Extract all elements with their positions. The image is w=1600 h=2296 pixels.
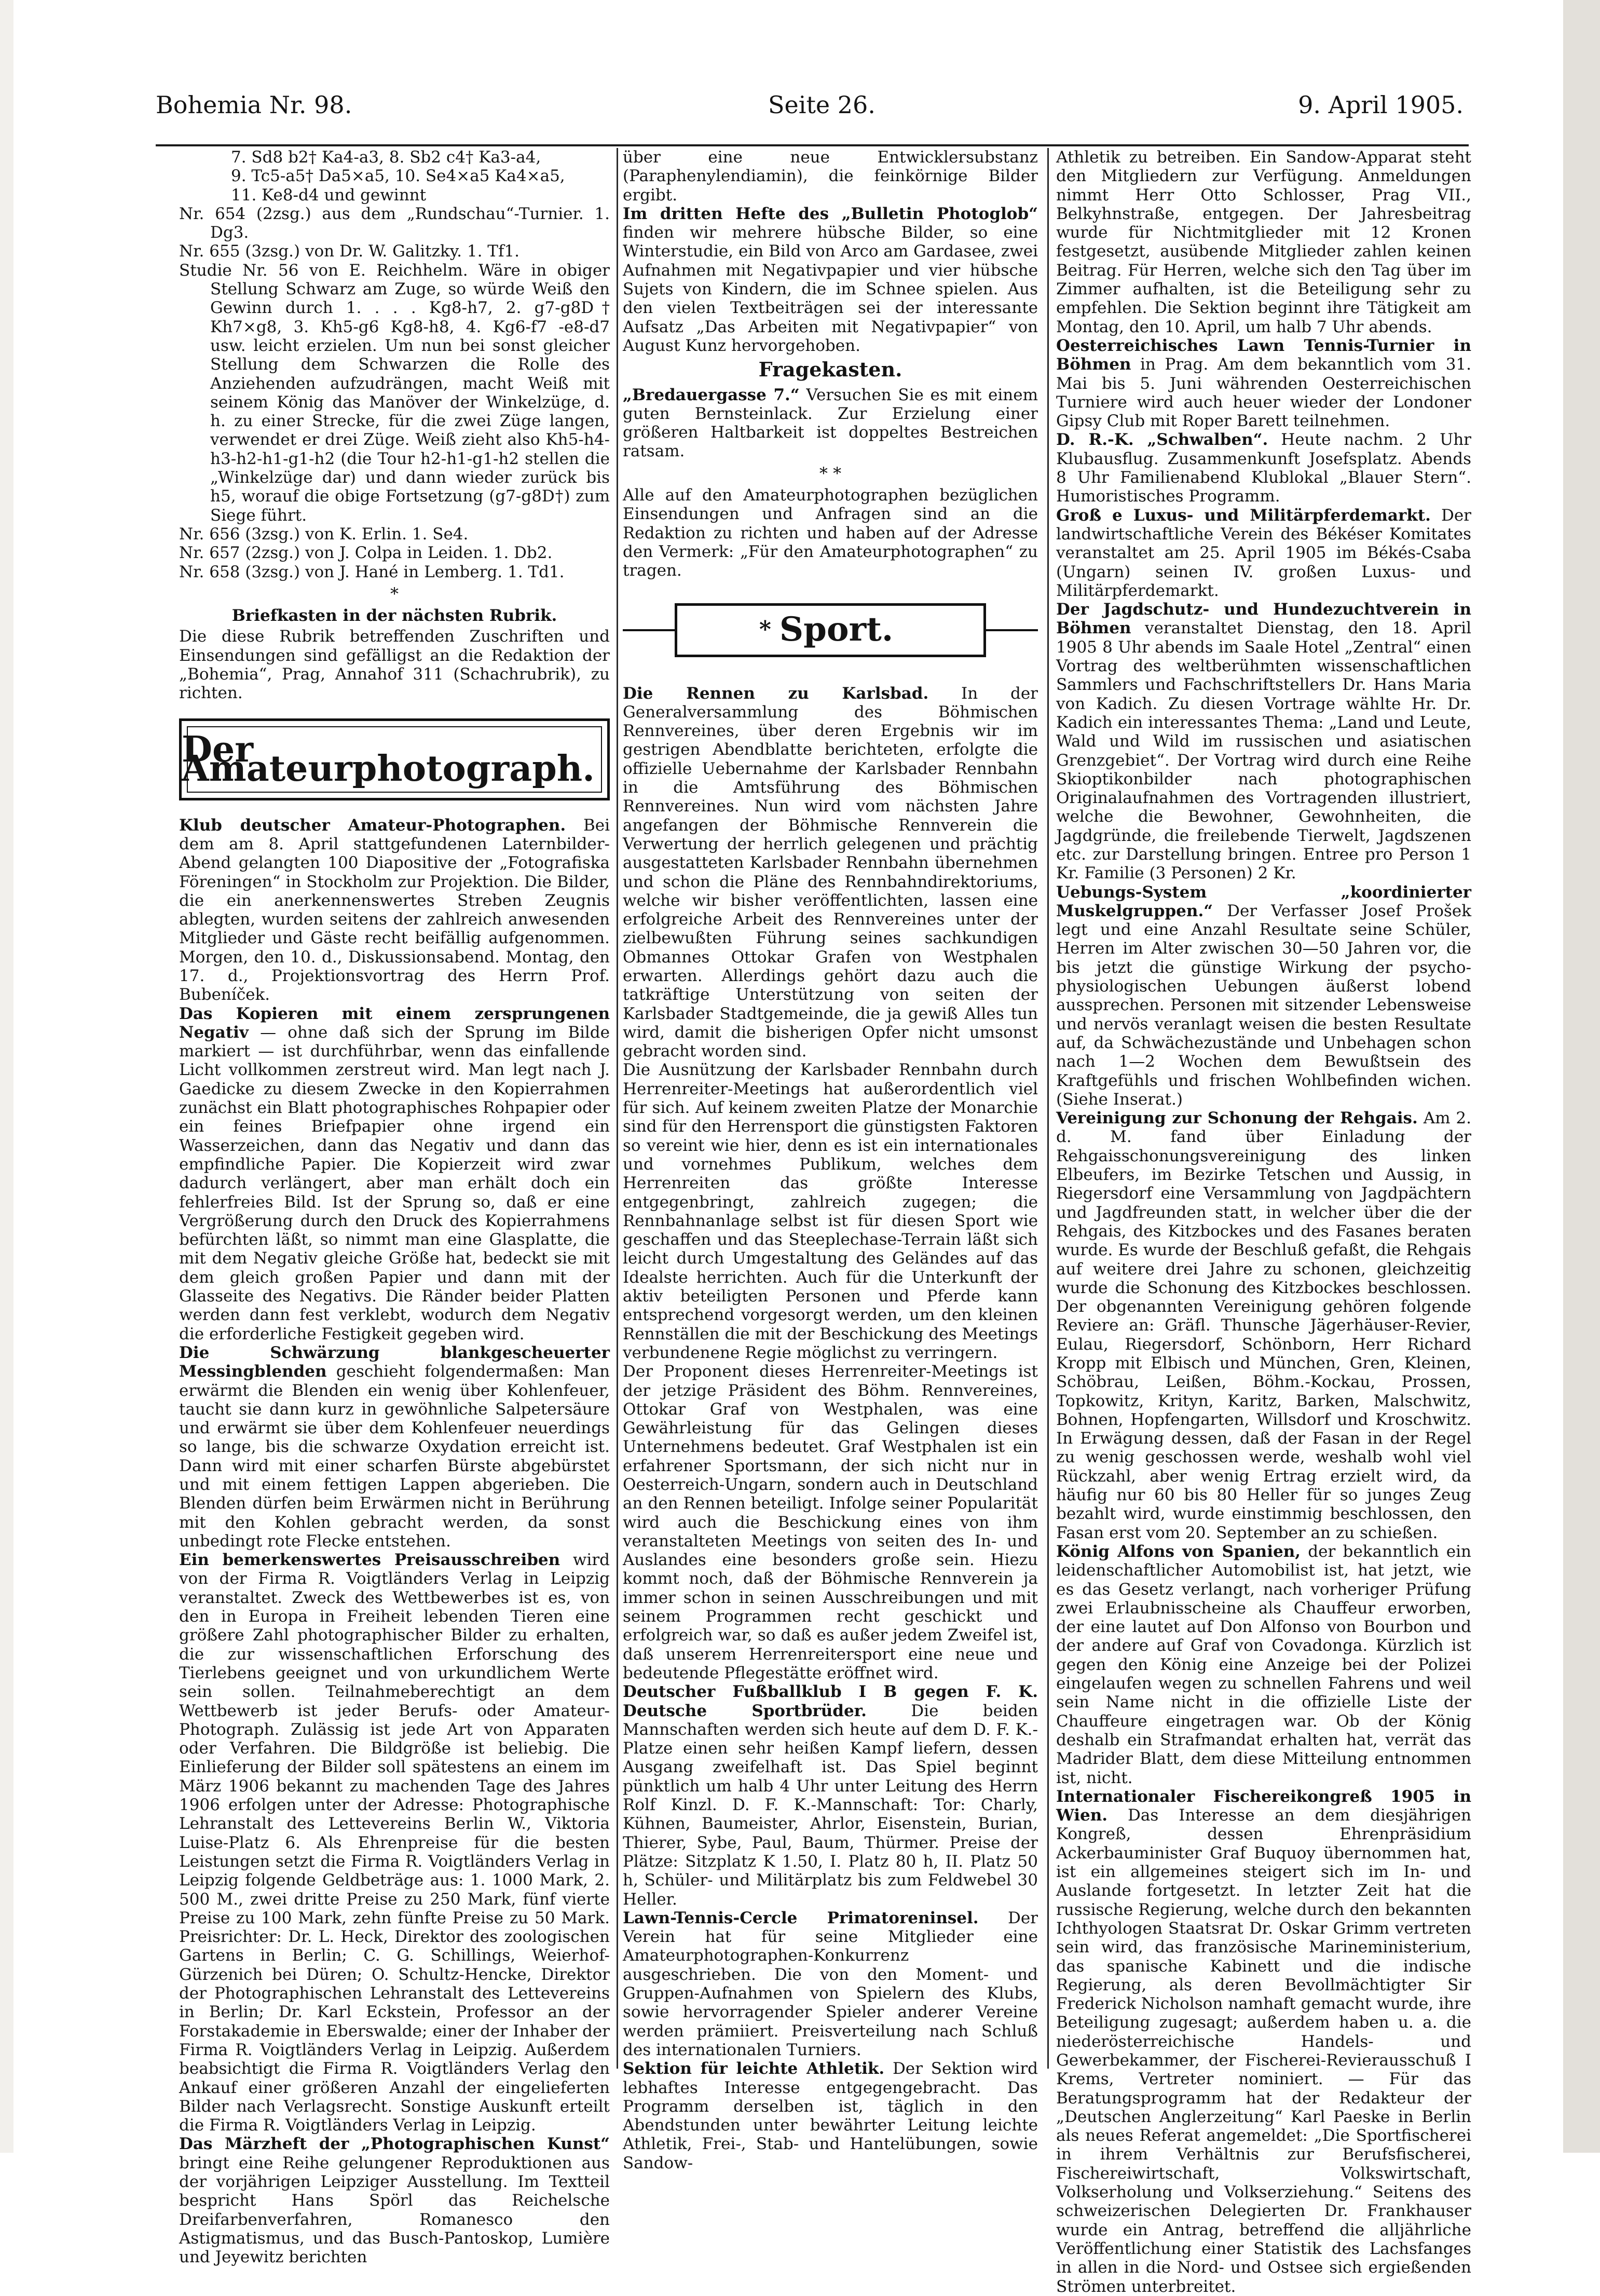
section-banner-amateurphotograph bbox=[179, 718, 610, 800]
banner-ornament-left bbox=[623, 629, 675, 631]
article-heading: „Bredauergasse 7.“ bbox=[623, 385, 800, 404]
article-heading: Die Schwärzung blankgescheuerter Messingblenden bbox=[179, 1343, 610, 1381]
chess-solution-lines bbox=[179, 148, 610, 205]
article-paragraph bbox=[179, 1551, 610, 2135]
article-paragraph bbox=[623, 386, 1038, 461]
article-paragraph bbox=[1056, 1542, 1471, 1787]
article-paragraph bbox=[1056, 1109, 1471, 1542]
chess-line: 9. Tc5-a5† Da5×a5, 10. Se4×a5 Ka4×a5, bbox=[231, 167, 565, 186]
chess-entry: Nr. 658 (3zsg.) von J. Hané in Lemberg. 1. Td1. bbox=[179, 562, 565, 581]
article-heading: Groß e Luxus- und Militärpferdemarkt. bbox=[1056, 506, 1431, 525]
article-paragraph bbox=[623, 684, 1038, 1061]
article-heading: König Alfons von Spanien, bbox=[1056, 1542, 1301, 1561]
article-heading: Vereinigung zur Schonung der Rehgais. bbox=[1056, 1109, 1418, 1128]
article-paragraph bbox=[1056, 430, 1471, 506]
article-paragraph bbox=[179, 1343, 610, 1551]
article-text: — ohne daß sich der Sprung im Bilde markiert — ist durchführbar, wenn das einfallende Licht vollkommen zerstreut wird. Man legt nach J. Gaedicke zu diesem Zwecke in den Kopierrahmen zunächst ein Blatt photographisches Rohpapier oder ein feines Briefpapier ohne irgend ein Wasserzeichen, dann das Negativ und dann das empfindliche Papier. Die Kopierzeit wird zwar dadurch verlängert, aber man erhält doch ein fehlerfreies Bild. Ist der Sprung so, daß er eine Vergrößerung durch den Druck des Kopierrahmens befürchten läßt, so nimmt man eine Glasplatte, die mit dem Negativ gleiche Größe hat, bedeckt sie mit dem gleich großen Papier und dann mit der Glasseite des Negativs. Die Ränder beider Platten werden dann fest verklebt, wodurch dem Negativ die erforderliche Festigkeit gegeben wird. bbox=[179, 1023, 610, 1343]
amateur-notice: Alle auf den Amateurphotographen bezüglichen Einsendungen und Anfragen sind an die Redaktion zu richten und haben auf der Adresse den Vermerk: „Für den Amateurphotographen“ zu tragen. bbox=[623, 486, 1038, 580]
chess-entry: Studie Nr. 56 von E. Reichhelm. Wäre in obiger Stellung Schwarz am Zuge, so würde Weiß den Gewinn durch 1. . . . Kg8-h7, 2. g7-g8D† Kh7×g8, 3. Kh5-g6 Kg8-h8, 4. Kg6-f7 -e8-d7 usw. leicht erzielen. Um nun bei sonst gleicher Stellung dem Schwarzen die Rolle des Anziehenden aufzudrängen, macht Weiß mit seinem König das Manöver der Winkelzüge, d. h. zu einer Strecke, für die zwei Züge langen, verwendet er drei Züge. Weiß zieht also Kh5-h4-h3-h2-h1-g1-h2 (die Tour h2-h1-g1-h2 stellen die „Winkelzüge dar) und dann wieder zurück bis h5, worauf die obige Fortsetzung (g7-g8D†) zum Siege führt. bbox=[179, 261, 610, 525]
column-3 bbox=[1056, 148, 1472, 2296]
article-paragraph bbox=[1056, 1787, 1471, 2296]
article-text: finden wir mehrere hübsche Bilder, so eine Winterstudie, ein Bild von Arco am Gardasee, zwei Aufnahmen mit Negativpapier und vier hübsche Sujets von Kindern, die im Schnee spielen. Aus den vielen Textbeiträgen sei der interessante Aufsatz „Das Arbeiten mit Negativpapier“ von August Kunz hervorgehoben. bbox=[623, 223, 1038, 355]
sport-star-icon: * bbox=[759, 616, 771, 643]
article-text: Heute nachm. 2 Uhr Klubausflug. Zusammenkunft Josefsplatz. Abends 8 Uhr Familienabend Klublokal „Blauer Stern“. Humoristisches Programm. bbox=[1056, 430, 1472, 506]
article-paragraph bbox=[179, 2135, 610, 2266]
article-paragraph bbox=[623, 1362, 1038, 1682]
chess-line: 11. Ke8-d4 und gewinnt bbox=[231, 185, 427, 205]
article-paragraph bbox=[179, 816, 610, 1004]
article-paragraph bbox=[1056, 883, 1471, 1109]
article-paragraph bbox=[1056, 506, 1471, 600]
article-heading: Der Jagdschutz- und Hundezuchtverein in Böhmen bbox=[1056, 600, 1471, 638]
article-text: Der Sektion wird lebhaftes Interesse entgegengebracht. Das Programm derselben ist, täglich in den Abendstunden unter bewährter Leitung leichte Athletik, Frei-, Stab- und Hantelübungen, sowie Sandow- bbox=[623, 2059, 1038, 2172]
article-paragraph bbox=[623, 1682, 1038, 1909]
separator-stars: * * bbox=[819, 463, 842, 483]
article-text: geschieht folgendermaßen: Man erwärmt die Blenden ein wenig über Kohlenfeuer, taucht sie dann kurz in gewöhnliche Salpetersäure und erwärmt sie über dem Kohlenfeuer neuerdings so lange, bis die schwarze Oxydation erreicht ist. Dann wird mit einer scharfen Bürste abgebürstet und mit einem fettigen Lappen abgerieben. Die Blenden dürfen beim Erwärmen nicht in Berührung mit den Kohlen gebracht werden, da sonst unbedingt rote Flecke entstehen. bbox=[179, 1362, 610, 1551]
article-paragraph bbox=[623, 1061, 1038, 1362]
article-text: Am 2. d. M. fand über Einladung der Rehgaisschonungsvereinigung des linken Elbeufers, im Bezirke Tetschen und Aussig, in Riegersdorf eine Versammlung von Jagdpächtern und Jagdfreunden statt, in welcher über die der Rehgais, des Kitzbockes und des Fasanes beraten wurde. Es wurde der Beschluß gefaßt, die Rehgais auf weitere drei Jahre zu schonen, gleichzeitig wurde die Schonung des Kitzbockes beschlossen. Der obgenannten Vereinigung gehören folgende Reviere an: Gräfl. Thunsche Jägerhäuser-Revier, Eulau, Riegersdorf, Schönborn, Herr Richard Kropp mit Elbisch und München, Gren, Kleinen, Schöbrau, Leißen, Böhm.-Kockau, Prossen, Topkowitz, Krityn, Karitz, Barken, Malschwitz, Bohnen, Hopfengarten, Willsdorf und Kroschwitz. In Erwägung dessen, daß der Fasan in der Regel zu wenig geschossen werde, weshalb wohl viel Rückzahl, aber wenig Ertrag erzielt wird, da häufig nur 60 bis 80 Heller für so junges Zeug bezahlt wird, wurde einstimmig beschlossen, den Fasan erst vom 20. September an zu schießen. bbox=[1056, 1109, 1471, 1542]
section-title: Sport. bbox=[771, 620, 901, 639]
article-text: Der Proponent dieses Herrenreiter-Meetings ist der jetzige Präsident des Böhm. Rennvereines, Ottokar Graf von Westphalen, was eine Gewährleistung für das Gelingen dieses Unternehmens bedeutet. Graf Westphalen ist ein erfahrener Sportsmann, der sich nicht nur in Oesterreich-Ungarn, sondern auch in Deutschland an den Rennen beteiligt. Infolge seiner Popularität wird auch die Beschickung eines von ihm veranstalteten Meetings von seiten des In- und Auslandes eine besonders große sein. Hiezu kommt noch, daß der Böhmische Rennverein ja immer schon in seinen Ausschreibungen und mit seinem Programmen recht geschickt und erfolgreich war, so daß es außer jedem Zweifel ist, daß unserem Herrenreitersport eine neue und bedeutende Pflegestätte eröffnet wird. bbox=[623, 1362, 1038, 1682]
header-issue: Bohemia Nr. 98. bbox=[156, 91, 352, 119]
column-1 bbox=[179, 148, 610, 2267]
briefkasten-heading: Briefkasten in der nächsten Rubrik. bbox=[231, 606, 557, 626]
article-heading: Im dritten Hefte des „Bulletin Photoglob“ bbox=[623, 204, 1038, 223]
article-text: Der Verfasser Josef Prošek legt und eine Anzahl Resultate seine Schüler, Herren im Alter zwischen 30—50 Jahren vor, die bis jetzt die günstige Wirkung der psycho-physiologischen Uebungen äußerst lobend aussprechen. Personen mit sitzender Lebensweise und nervös veranlagt weisen die besten Resultate auf, da Schwächezustände und Unbehagen schon nach 1—2 Wochen dem Bewußtsein des Kraftgefühls und frischen Wohlbefinden wichen. (Siehe Inserat.) bbox=[1056, 901, 1471, 1109]
article-paragraph bbox=[623, 205, 1038, 355]
article-text: bringt eine Reihe gelungener Reproduktionen aus der vorjährigen Leipziger Ausstellung. Im Textteil bespricht Hans Spörl das Reichelsche Dreifarbenverfahren, Romanesco den Astigmatismus, und das Busch-Pantoskop, Lumière und Jeyewitz berichten bbox=[179, 2153, 610, 2267]
article-heading: Oesterreichisches Lawn Tennis-Turnier in Böhmen bbox=[1056, 336, 1471, 374]
article-paragraph bbox=[623, 2059, 1038, 2172]
article-heading: D. R.-K. „Schwalben“. bbox=[1056, 430, 1268, 450]
article-heading: Lawn-Tennis-Cercle Primatoreninsel. bbox=[623, 1908, 979, 1927]
fragekasten-heading: Fragekasten. bbox=[758, 358, 902, 382]
column-divider bbox=[617, 148, 618, 2069]
section-banner-sport bbox=[623, 594, 1038, 667]
article-text: Die Ausnützung der Karlsbader Rennbahn durch Herrenreiter-Meetings hat außerordentlich viel für sich. Auf keinem zweiten Platze der Monarchie sind für den Herrensport die günstigsten Faktoren so vereint wie hier, denn es ist ein internationales und vornehmes Publikum, welches dem Herrenreiten das größte Interesse entgegenbringt, zahlreich zugegen; die Rennbahnanlage selbst ist für diesen Sport wie geschaffen und das Steeplechase-Terrain läßt sich leicht durch Umgestaltung des Geländes auf das Idealste herrichten. Auch für die Unterkunft der aktiv beteiligten Personen und Pferde kann entsprechend vorgesorgt werden, um den kleinen Rennställen die mit der Beschickung des Meetings verbundenene Regie möglichst zu verringern. bbox=[623, 1061, 1038, 1362]
chess-entry: Nr. 654 (2zsg.) aus dem „Rundschau“-Turnier. 1. Dg3. bbox=[179, 204, 610, 242]
article-heading: Deutscher Fußballklub I B gegen F. K. Deutsche Sportbrüder. bbox=[623, 1682, 1038, 1720]
column-divider bbox=[1047, 148, 1049, 2069]
article-text: In der Generalversammlung des Böhmischen Rennvereines, über deren Ergebnis wir im gestrigen Abendblatte berichteten, erfolgte die offizielle Uebernahme der Karlsbader Rennbahn in die Amtsführung des Böhmischen Rennvereines. Nun wird vom nächsten Jahre angefangen der Böhmische Rennverein die Verwertung der herrlich gelegenen und prächtig ausgestatteten Karlsbader Rennbahn übernehmen und schon die Pläne des Rennbahndirektoriums, welche wir bisher veröffentlichten, lassen eine erfolgreiche Arbeit des Rennvereines unter der zielbewußten Führung seines sachkundigen Obmannes Ottokar Grafen von Westphalen erwarten. Allerdings gehört dazu auch die tatkräftige Unterstützung von seiten der Karlsbader Stadtgemeinde, die ja gewiß Alles tun wird, damit die bisherigen Opfer nicht umsonst gebracht worden sind. bbox=[623, 684, 1038, 1061]
article-heading: Uebungs-System „koordinierter Muskelgruppen.“ bbox=[1056, 882, 1471, 920]
scan-left-margin bbox=[0, 0, 13, 2153]
article-text: der bekanntlich ein leidenschaftlicher Automobilist ist, hat jetzt, wie es das Gesetz verlangt, nach vorheriger Prüfung zwei Erlaubnisscheine als Chauffeur erworben, der eine lautet auf Don Alfonso von Bourbon und der andere auf Graf von Covadonga. Kürzlich ist gegen den König eine Anzeige bei der Polizei eingelaufen wegen zu schnellen Fahrens und weil sein Name nicht in die offizielle Liste der Chauffeure eingetragen war. Ob der König deshalb ein Strafmandat erhalten hat, verrät das Madrider Blatt, dem diese Mitteilung entnommen ist, nicht. bbox=[1056, 1542, 1472, 1787]
article-text: Der landwirtschaftliche Verein des Békéser Komitates veranstaltet am 25. April 1905 im Békés-Csaba (Ungarn) seinen IV. großen Luxus- und Militärpferdemarkt. bbox=[1056, 506, 1471, 600]
article-heading: Die Rennen zu Karlsbad. bbox=[623, 684, 929, 703]
chess-entry: Nr. 656 (3zsg.) von K. Erlin. 1. Se4. bbox=[179, 524, 469, 544]
chess-entry: Nr. 657 (2zsg.) von J. Colpa in Leiden. 1. Db2. bbox=[179, 544, 553, 563]
article-continuation: Athletik zu betreiben. Ein Sandow-Apparat steht den Mitgliedern zur Verfügung. Anmeldungen nimmt Herr Otto Schlosser, Prag VII., Belkyhnstraße, entgegen. Der Jahresbeitrag wurde für Nichtmitglieder mit 12 Kronen festgesetzt, ausübende Mitglieder zahlen keinen Beitrag. Für Herren, welche sich den Tag über im Zimmer aufhalten, ist die Beteiligung sehr zu empfehlen. Die Sektion beginnt ihre Tätigkeit am Montag, den 10. April, um halb 7 Uhr abends. bbox=[1056, 148, 1471, 336]
chess-line: 7. Sd8 b2† Ka4-a3, 8. Sb2 c4† Ka3-a4, bbox=[231, 148, 541, 167]
article-paragraph bbox=[623, 1909, 1038, 2059]
article-heading: Klub deutscher Amateur-Photographen. bbox=[179, 816, 566, 835]
article-text: Bei dem am 8. April stattgefundenen Laternbilder-Abend gelangten 100 Diapositive der „Fotografiska Föreningen“ in Stockholm zur Projektion. Die Bilder, die ein anerkennenswertes Streben Zeugnis ablegten, wurden seitens der zahlreich anwesenden Mitglieder und Gäste recht beifällig aufgenommen. Morgen, den 10. d., Diskussionsabend. Montag, den 17. d., Projektionsvortrag des Herrn Prof. Bubeníček. bbox=[179, 816, 610, 1004]
section-title: Der Amateurphotograph. bbox=[182, 729, 595, 790]
separator-star: * bbox=[390, 583, 399, 604]
article-text: veranstaltet Dienstag, den 18. April 1905 8 Uhr abends im Saale Hotel „Zentral“ einen Vortrag des weltberühmten wissenschaftlichen Sammlers und Fachschriftstellers Dr. Hans Maria von Kadich. Zu diesen Vortrage wählte Hr. Dr. Kadich ein interessantes Thema: „Land und Leute, Wald und Wild im russischen und asiatischen Grenzgebiet“. Der Vortrag wird durch eine Reihe Skioptikonbilder nach photographischen Originalaufnahmen des Vortragenden illustriert, welche die Bewohner, Gewohnheiten, die Jagdgründe, die freilebende Tierwelt, Jagdszenen etc. zur Darstellung bringen. Entree pro Person 1 Kr. Familie (3 Personen) 2 Kr. bbox=[1056, 619, 1471, 883]
article-heading: Ein bemerkenswertes Preisausschreiben bbox=[179, 1551, 560, 1570]
chess-entry: Nr. 655 (3zsg.) von Dr. W. Galitzky. 1. Tf1. bbox=[179, 242, 520, 261]
column-2 bbox=[623, 148, 1038, 2172]
article-heading: Das Kopieren mit einem zersprungenen Negativ bbox=[179, 1004, 610, 1042]
article-heading: Das Märzheft der „Photographischen Kunst“ bbox=[179, 2135, 610, 2154]
article-continuation: über eine neue Entwicklersubstanz (Paraphenylendiamin), die feinkörnige Bilder ergibt. bbox=[623, 148, 1038, 205]
article-heading: Sektion für leichte Athletik. bbox=[623, 2059, 885, 2078]
scan-right-margin bbox=[1563, 0, 1600, 2153]
banner-ornament-right bbox=[986, 629, 1038, 631]
article-text: Die beiden Mannschaften werden sich heute auf dem D. F. K.-Platze einen sehr heißen Kampf liefern, dessen Ausgang zweifelhaft ist. Das Spiel beginnt pünktlich um halb 4 Uhr unter Leitung des Herrn Rolf Kinzl. D. F. K.-Mannschaft: Tor: Charly, Kühnen, Baumeister, Ahrlor, Eisenstein, Burian, Thierer, Sybe, Paul, Baum, Thürmer. Preise der Plätze: Sitzplatz K 1.50, I. Platz 80 h, II. Platz 50 h, Schüler- und Militärplatz bis zum Feldwebel 30 Heller. bbox=[623, 1701, 1038, 1909]
header-page-number: Seite 26. bbox=[768, 91, 876, 119]
briefkasten-text: Die diese Rubrik betreffenden Zuschriften und Einsendungen sind gefälligst an die Redaktion der „Bohemia“, Prag, Annahof 311 (Schachrubrik), zu richten. bbox=[179, 627, 610, 703]
header-date: 9. April 1905. bbox=[1298, 91, 1464, 119]
header-rule bbox=[156, 144, 1469, 146]
article-paragraph bbox=[1056, 336, 1471, 430]
article-text: in Prag. Am dem bekanntlich vom 31. Mai bis 5. Juni währenden Oesterreichischen Turniere wird auch heuer wieder der Londoner Gipsy Club mit Roper Barett teilnehmen. bbox=[1056, 355, 1472, 431]
article-text: Das Interesse an dem diesjährigen Kongreß, dessen Ehrenpräsidium Ackerbauminister Graf Buquoy übernommen hat, ist ein allgemeines steigert sich im In- und Auslande fortgesetzt. In letzter Zeit hat die russische Regierung, welche durch den bekannten Ichthyologen Staatsrat Dr. Oskar Grimm vertreten sein wird, das französische Marineministerium, das spanische Kabinett und die indische Regierung, als deren Bevollmächtigter Sir Frederick Nicholson namhaft gemacht wurde, ihre Beteiligung zugesagt; außerdem haben u. a. die niederösterreichische Handels- und Gewerbekammer, der Fischerei-Revierausschuß I Krems, Vertreter nominiert. — Für das Beratungsprogramm hat der Redakteur der „Deutschen Anglerzeitung“ Karl Paeske in Berlin als neues Referat angemeldet: „Die Sportfischerei in ihrem Verhältnis zur Berufsfischerei, Fischereiwirtschaft, Volkswirtschaft, Volkserholung und Volkserziehung.“ Seitens des schweizerischen Delegierten Dr. Frankhauser wurde ein Antrag, betreffend die alljährliche Veröffentlichung einer Statistik des Lachsfanges in allen in die Nord- und Ostsee sich ergießenden Strömen unterbreitet. bbox=[1056, 1806, 1472, 2296]
article-paragraph bbox=[179, 1004, 610, 1343]
article-heading: Internationaler Fischereikongreß 1905 in Wien. bbox=[1056, 1787, 1471, 1825]
article-text: Versuchen Sie es mit einem guten Bernsteinlack. Zur Erzielung einer größeren Haltbarkeit ist doppeltes Bestreichen ratsam. bbox=[623, 385, 1038, 461]
article-paragraph bbox=[1056, 600, 1471, 882]
article-text: wird von der Firma R. Voigtländers Verlag in Leipzig veranstaltet. Zweck des Wettbewerbes ist es, von den in Europa in Freiheit lebenden Tieren eine größere Zahl photographischer Bilder zu erhalten, die zur wissenschaftlichen Erforschung des Tierlebens geeignet und von urkundlichem Werte sein sollen. Teilnahmeberechtigt an dem Wettbewerb ist jeder Berufs- oder Amateur-Photograph. Zulässig ist jede Art von Apparaten oder Verfahren. Die Bildgröße ist beliebig. Die Einlieferung der Bilder soll spätestens an einem im März 1906 bekannt zu machenden Tage des Jahres 1906 erfolgen unter der Adresse: Photographische Lehranstalt des Lettevereins Berlin W., Viktoria Luise-Platz 6. Als Ehrenpreise für die besten Leistungen setzt die Firma R. Voigtländers Verlag in Leipzig folgende Geldbeträge aus: 1. 1000 Mark, 2. 500 M., zwei dritte Preise zu 250 Mark, fünf vierte Preise zu 100 Mark, zehn fünfte Preise zu 50 Mark. Preisrichter: Dr. L. Heck, Direktor des zoologischen Gartens in Berlin; C. G. Schillings, Weierhof-Gürzenich bei Düren; O. Schultz-Hencke, Direktor der Photographischen Lehranstalt des Lettevereins in Berlin; Dr. Karl Eckstein, Professor an der Forstakademie in Eberswalde; einer der Inhaber der Firma R. Voigtländers Verlag in Leipzig. Außerdem beabsichtigt die Firma R. Voigtländers Verlag den Ankauf einer größeren Anzahl der eingelieferten Bilder nach Verlagsrecht. Sonstige Auskunft erteilt die Firma R. Voigtländers Verlag in Leipzig. bbox=[179, 1551, 610, 2135]
article-text: Der Verein hat für seine Mitglieder eine Amateurphotographen-Konkurrenz ausgeschrieben. Die von den Moment- und Gruppen-Aufnahmen von Spielern des Klubs, sowie hervorragender Spieler anderer Vereine werden prämiiert. Preisverteilung nach Schluß des internationalen Turniers. bbox=[623, 1908, 1038, 2059]
page-header bbox=[156, 91, 1464, 138]
